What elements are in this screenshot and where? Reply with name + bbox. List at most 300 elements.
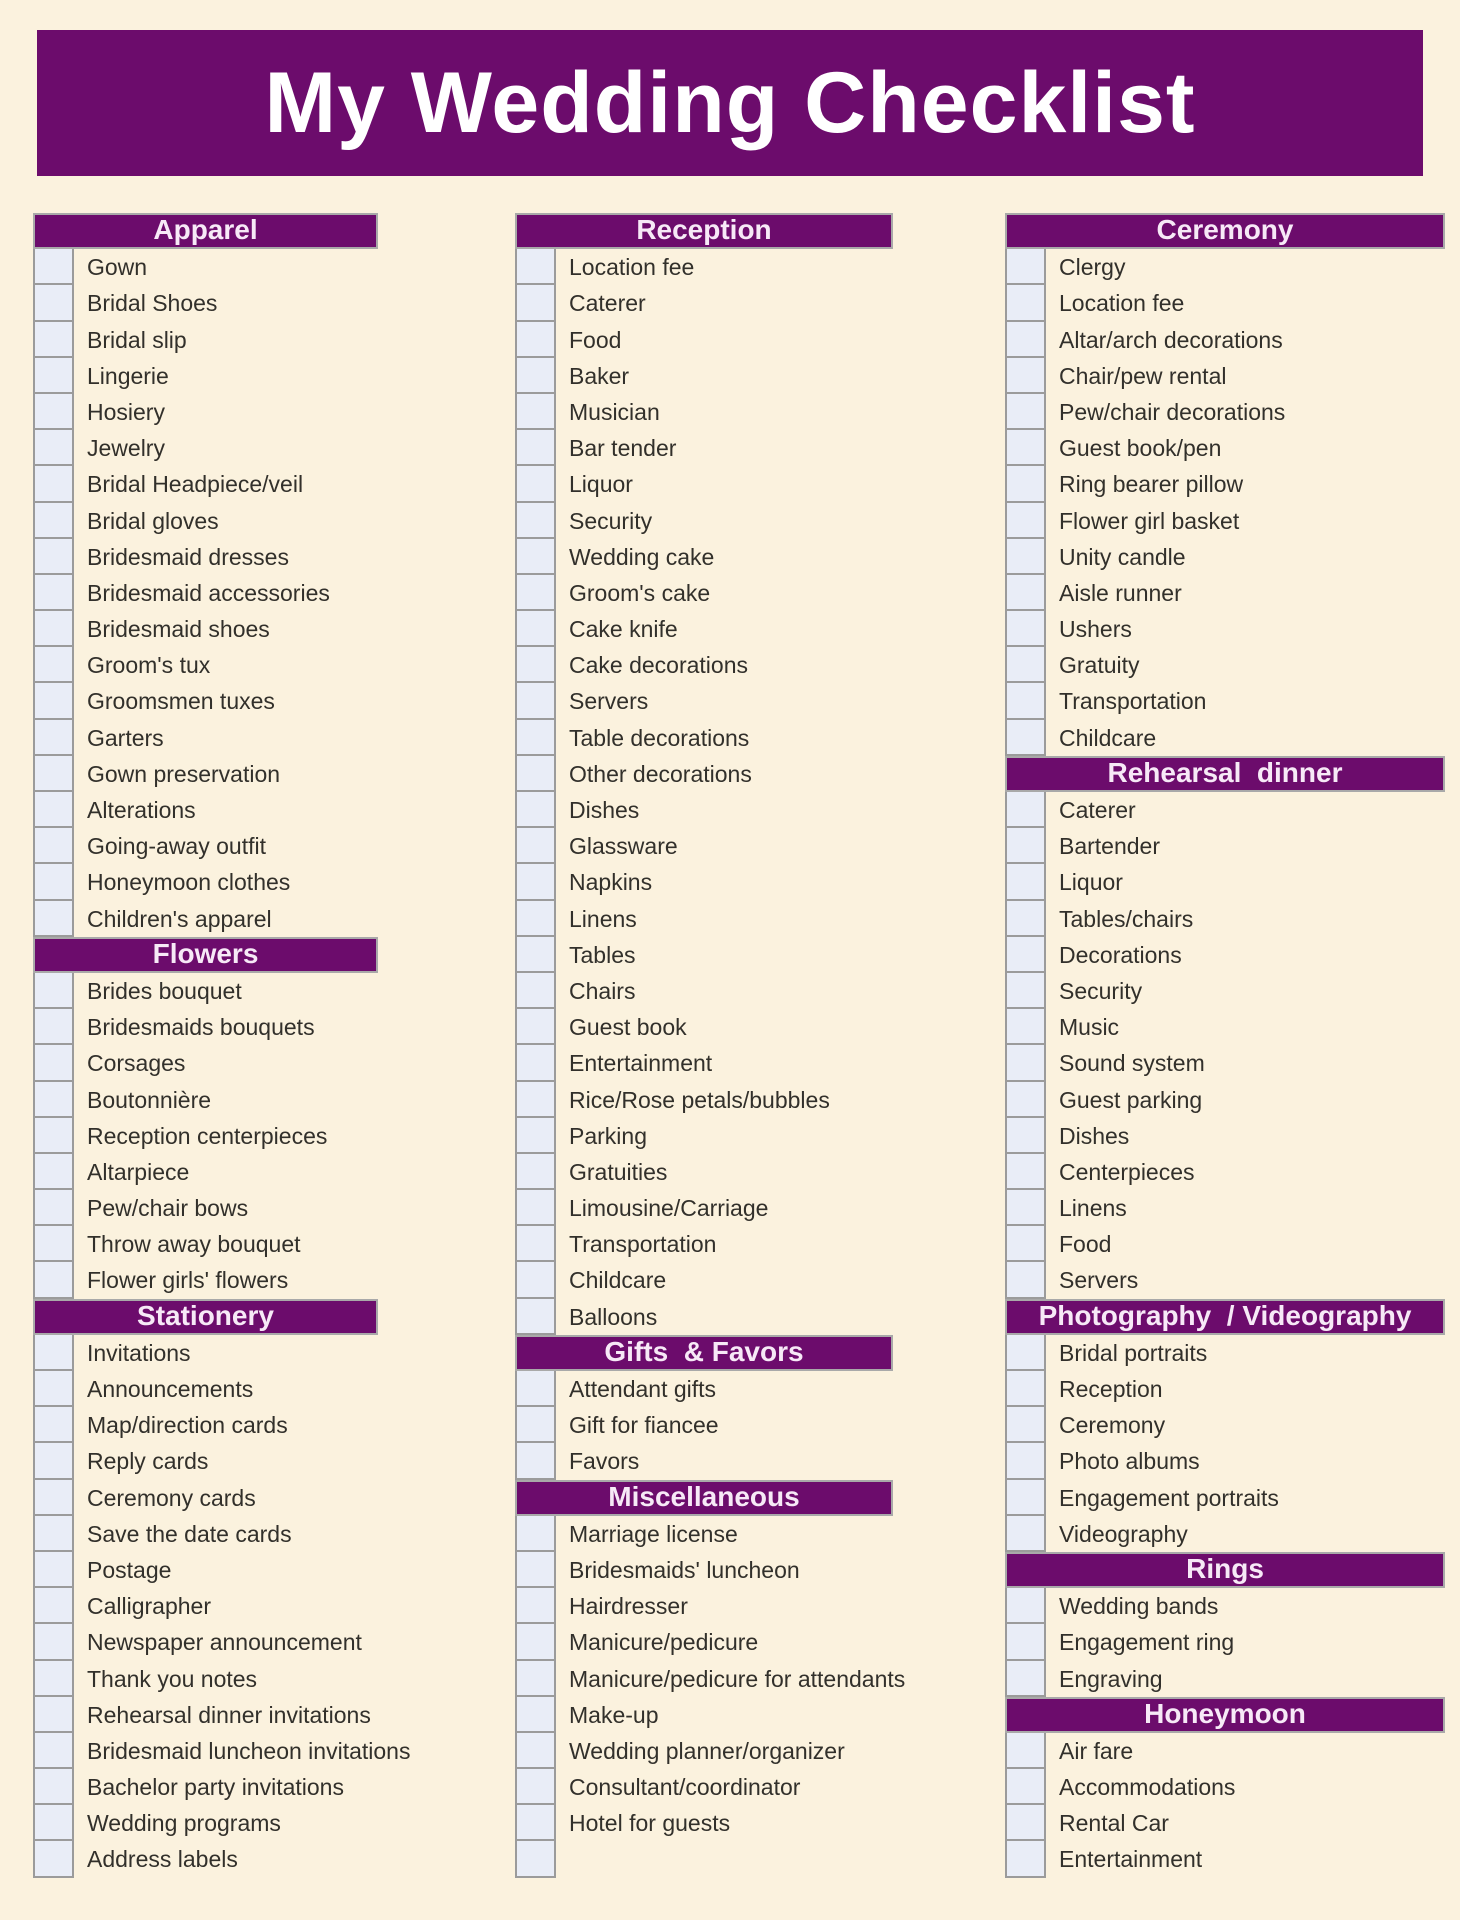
checklist-row [515, 864, 893, 900]
checkbox[interactable] [33, 1154, 74, 1190]
checkbox[interactable] [515, 864, 556, 900]
checkbox[interactable] [1005, 864, 1046, 900]
checklist-row [33, 1045, 378, 1081]
checkbox[interactable] [33, 756, 74, 792]
checkbox[interactable] [33, 1552, 74, 1588]
item-label: Gratuities [569, 1158, 668, 1185]
item-label: Hairdresser [569, 1593, 688, 1620]
checklist-section [33, 1299, 411, 1878]
item-label: Guest book [569, 1014, 687, 1041]
checkbox[interactable] [515, 901, 556, 937]
checkbox[interactable] [33, 539, 74, 575]
checklist-column-1 [33, 213, 411, 1878]
checkbox[interactable] [1005, 1624, 1046, 1660]
item-label: Announcements [87, 1376, 254, 1402]
checklist-row [515, 1154, 893, 1190]
checklist-row [33, 901, 378, 937]
checklist-row [515, 1588, 893, 1624]
checklist-row [1005, 683, 1445, 719]
checklist-row [1005, 864, 1445, 900]
item-label: Engagement ring [1059, 1629, 1235, 1656]
checklist-row [515, 1661, 906, 1697]
checklist-row [515, 1082, 893, 1118]
checklist-row [33, 322, 378, 358]
checkbox[interactable] [1005, 1407, 1046, 1443]
checkbox[interactable] [515, 1733, 556, 1769]
checklist-row [33, 575, 378, 611]
item-label: Bar tender [569, 435, 677, 462]
checkbox[interactable] [515, 539, 556, 575]
checklist-section [1005, 1552, 1445, 1697]
checklist-row [1005, 1154, 1445, 1190]
item-label: Servers [569, 688, 649, 715]
checkbox[interactable] [1005, 1588, 1046, 1624]
checklist-row [1005, 792, 1445, 828]
checkbox[interactable] [1005, 828, 1046, 864]
item-label: Baker [569, 362, 630, 389]
checkbox[interactable] [515, 611, 556, 647]
checkbox[interactable] [33, 828, 74, 864]
checkbox[interactable] [515, 792, 556, 828]
item-label: Rice/Rose petals/bubbles [569, 1086, 830, 1113]
checkbox[interactable] [1005, 1841, 1046, 1877]
checklist-row [33, 358, 378, 394]
checkbox[interactable] [515, 1082, 556, 1118]
checkbox[interactable] [33, 973, 74, 1009]
checkbox[interactable] [1005, 285, 1046, 321]
item-label: Manicure/pedicure [569, 1629, 759, 1656]
checklist-row [1005, 466, 1445, 502]
checkbox[interactable] [1005, 683, 1046, 719]
checklist-row [515, 720, 893, 756]
checklist-row [1005, 937, 1445, 973]
checkbox[interactable] [33, 575, 74, 611]
item-label: Alterations [87, 797, 196, 823]
item-label: Entertainment [1059, 1846, 1203, 1873]
checklist-row [515, 1009, 893, 1045]
checkbox[interactable] [33, 430, 74, 466]
checkbox[interactable] [515, 430, 556, 466]
item-label: Sound system [1059, 1050, 1205, 1077]
checklist-row [33, 683, 378, 719]
checkbox[interactable] [515, 1045, 556, 1081]
item-label: Linens [569, 905, 637, 932]
checklist-row [1005, 503, 1445, 539]
checkbox[interactable] [33, 1769, 74, 1805]
checkbox[interactable] [33, 394, 74, 430]
item-label: Bridesmaids bouquets [87, 1014, 315, 1041]
section-header [1005, 756, 1445, 792]
checkbox[interactable] [1005, 1335, 1046, 1371]
checklist-row [33, 539, 378, 575]
checklist-row [33, 1697, 378, 1733]
section-title: Ceremony [1156, 214, 1294, 246]
item-label: Altarpiece [87, 1158, 190, 1185]
checkbox[interactable] [1005, 1009, 1046, 1045]
item-label: Gratuity [1059, 652, 1140, 679]
checkbox[interactable] [33, 1407, 74, 1443]
checkbox[interactable] [1005, 1516, 1046, 1552]
item-label: Corsages [87, 1050, 186, 1077]
checklist-row [33, 1841, 378, 1877]
checkbox[interactable] [33, 1697, 74, 1733]
checkbox[interactable] [1005, 1082, 1046, 1118]
item-label: Bridesmaid luncheon invitations [87, 1737, 411, 1764]
checklist-section [1005, 213, 1445, 756]
checkbox[interactable] [33, 1805, 74, 1841]
checkbox[interactable] [33, 1082, 74, 1118]
checklist-row [1005, 322, 1445, 358]
checkbox[interactable] [515, 1769, 556, 1805]
checkbox[interactable] [1005, 430, 1046, 466]
checkbox[interactable] [515, 1661, 556, 1697]
checklist-row [1005, 539, 1445, 575]
checkbox[interactable] [33, 1118, 74, 1154]
checkbox[interactable] [515, 1624, 556, 1660]
checklist-row [1005, 430, 1445, 466]
checkbox[interactable] [33, 1443, 74, 1479]
checkbox[interactable] [33, 322, 74, 358]
checkbox[interactable] [515, 1118, 556, 1154]
checklist-row [1005, 1407, 1445, 1443]
checkbox[interactable] [1005, 901, 1046, 937]
checkbox[interactable] [1005, 1443, 1046, 1479]
checkbox[interactable] [1005, 647, 1046, 683]
checkbox[interactable] [33, 1661, 74, 1697]
section-title: Miscellaneous [608, 1480, 800, 1512]
item-label: Linens [1059, 1195, 1127, 1222]
checklist-row [1005, 1443, 1445, 1479]
section-header [33, 937, 378, 973]
checkbox[interactable] [33, 1733, 74, 1769]
checklist-row [515, 249, 893, 285]
checklist-row [515, 1516, 893, 1552]
checklist-section [515, 213, 893, 1335]
checkbox[interactable] [33, 683, 74, 719]
item-label: Chair/pew rental [1059, 362, 1227, 389]
checkbox[interactable] [33, 1045, 74, 1081]
checklist-row [1005, 1733, 1445, 1769]
item-label: Music [1059, 1014, 1120, 1041]
checkbox[interactable] [1005, 1190, 1046, 1226]
checklist-row [515, 828, 893, 864]
item-label: Ushers [1059, 616, 1132, 643]
checkbox[interactable] [1005, 1118, 1046, 1154]
checkbox[interactable] [515, 1371, 556, 1407]
checklist-row [1005, 1190, 1445, 1226]
item-label: Bridal Headpiece/veil [87, 471, 304, 498]
checklist-row [33, 1733, 411, 1769]
checkbox[interactable] [515, 1190, 556, 1226]
item-label: Pew/chair bows [87, 1195, 249, 1222]
checkbox[interactable] [1005, 1226, 1046, 1262]
checklist-row [33, 1009, 378, 1045]
item-label: Other decorations [569, 760, 752, 787]
checklist-row [33, 1443, 378, 1479]
checkbox[interactable] [1005, 1805, 1046, 1841]
item-label: Groom's tux [87, 652, 211, 679]
section-header [33, 1299, 378, 1335]
checkbox[interactable] [515, 937, 556, 973]
item-label: Dishes [569, 797, 640, 823]
checkbox[interactable] [515, 1154, 556, 1190]
item-label: Bridal slip [87, 326, 187, 353]
checklist-row [33, 1190, 378, 1226]
checklist-row [1005, 1045, 1445, 1081]
item-label: Lingerie [87, 362, 169, 389]
checklist-row [33, 1661, 378, 1697]
checkbox[interactable] [515, 394, 556, 430]
item-label: Videography [1059, 1520, 1188, 1547]
checklist-row [515, 1443, 893, 1479]
checkbox[interactable] [515, 249, 556, 285]
checkbox[interactable] [33, 647, 74, 683]
item-label: Limousine/Carriage [569, 1195, 769, 1222]
item-label: Consultant/coordinator [569, 1774, 801, 1801]
checklist-row [33, 1624, 378, 1660]
checkbox[interactable] [515, 1552, 556, 1588]
item-label: Food [569, 326, 622, 353]
checkbox[interactable] [515, 1407, 556, 1443]
checklist-row [33, 1371, 378, 1407]
checklist-row [515, 539, 893, 575]
checkbox[interactable] [1005, 539, 1046, 575]
checkbox[interactable] [515, 1588, 556, 1624]
item-label: Flower girl basket [1059, 507, 1240, 534]
checkbox[interactable] [515, 1841, 556, 1877]
checkbox[interactable] [1005, 1480, 1046, 1516]
item-label: Dishes [1059, 1122, 1130, 1149]
item-label: Napkins [569, 869, 653, 896]
checklist-section [33, 213, 378, 937]
checkbox[interactable] [515, 720, 556, 756]
item-label: Marriage license [569, 1520, 738, 1547]
checkbox[interactable] [33, 1624, 74, 1660]
checklist-row [1005, 611, 1445, 647]
checkbox[interactable] [515, 683, 556, 719]
item-label: Map/direction cards [87, 1412, 288, 1439]
item-label: Wedding planner/organizer [569, 1737, 845, 1764]
checklist-row [515, 575, 893, 611]
item-label: Reception [1059, 1376, 1163, 1402]
checkbox[interactable] [1005, 1769, 1046, 1805]
checklist-section [1005, 756, 1445, 1299]
checkbox[interactable] [33, 1371, 74, 1407]
checklist-row [515, 1552, 893, 1588]
checkbox[interactable] [1005, 322, 1046, 358]
checklist-row [1005, 828, 1445, 864]
checkbox[interactable] [515, 466, 556, 502]
checklist-row [33, 1480, 378, 1516]
checkbox[interactable] [33, 503, 74, 539]
item-label: Parking [569, 1122, 647, 1149]
checkbox[interactable] [33, 358, 74, 394]
checklist-row [515, 1262, 893, 1298]
checkbox[interactable] [33, 792, 74, 828]
item-label: Cake knife [569, 616, 678, 643]
checklist-row [515, 647, 893, 683]
item-label: Ceremony cards [87, 1484, 256, 1511]
item-label: Unity candle [1059, 543, 1186, 570]
item-label: Table decorations [569, 724, 750, 751]
checkbox[interactable] [1005, 720, 1046, 756]
checkbox[interactable] [515, 1516, 556, 1552]
checkbox[interactable] [515, 1805, 556, 1841]
checklist-row [1005, 1661, 1445, 1697]
checklist-row [515, 394, 893, 430]
item-label: Air fare [1059, 1737, 1134, 1764]
item-label: Going-away outfit [87, 833, 266, 860]
checkbox[interactable] [515, 285, 556, 321]
checkbox[interactable] [1005, 1262, 1046, 1298]
checkbox[interactable] [1005, 611, 1046, 647]
item-label: Calligrapher [87, 1593, 212, 1620]
checklist-row [1005, 1624, 1445, 1660]
checkbox[interactable] [1005, 466, 1046, 502]
checkbox[interactable] [515, 1262, 556, 1298]
checklist-row [1005, 1082, 1445, 1118]
checkbox[interactable] [1005, 1154, 1046, 1190]
checklist-row [33, 611, 378, 647]
item-label: Childcare [569, 1267, 667, 1294]
checkbox[interactable] [1005, 249, 1046, 285]
checkbox[interactable] [33, 1262, 74, 1298]
section-header [1005, 1697, 1445, 1733]
checkbox[interactable] [33, 249, 74, 285]
checkbox[interactable] [1005, 1371, 1046, 1407]
checkbox[interactable] [33, 720, 74, 756]
checklist-row [1005, 720, 1445, 756]
checkbox[interactable] [515, 1697, 556, 1733]
checkbox[interactable] [1005, 503, 1046, 539]
item-label: Boutonnière [87, 1086, 212, 1113]
checklist-row [33, 285, 378, 321]
item-label: Hosiery [87, 398, 165, 425]
section-header [1005, 213, 1445, 249]
checkbox[interactable] [33, 466, 74, 502]
item-label: Location fee [1059, 290, 1185, 317]
checkbox[interactable] [1005, 973, 1046, 1009]
item-label: Decorations [1059, 941, 1182, 968]
checkbox[interactable] [1005, 792, 1046, 828]
checkbox[interactable] [33, 285, 74, 321]
checkbox[interactable] [33, 1190, 74, 1226]
checklist-row [515, 1371, 893, 1407]
checkbox[interactable] [1005, 394, 1046, 430]
checkbox[interactable] [515, 575, 556, 611]
checkbox[interactable] [1005, 1045, 1046, 1081]
item-label: Servers [1059, 1267, 1139, 1294]
checkbox[interactable] [33, 1841, 74, 1877]
item-label: Musician [569, 398, 660, 425]
checkbox[interactable] [33, 1009, 74, 1045]
checkbox[interactable] [515, 1299, 556, 1335]
checklist-row [515, 1118, 893, 1154]
item-label: Food [1059, 1231, 1112, 1258]
checkbox[interactable] [33, 611, 74, 647]
checklist-row [1005, 1516, 1445, 1552]
item-label: Location fee [569, 254, 695, 281]
checklist-row [33, 1407, 378, 1443]
checklist-row [515, 937, 893, 973]
checkbox[interactable] [1005, 1733, 1046, 1769]
checklist-row [33, 756, 378, 792]
checkbox[interactable] [33, 1226, 74, 1262]
checkbox[interactable] [33, 1516, 74, 1552]
item-label: Bridesmaid dresses [87, 543, 289, 570]
item-label: Liquor [1059, 869, 1123, 896]
item-label: Honeymoon clothes [87, 869, 291, 896]
section-title: Honeymoon [1144, 1697, 1306, 1729]
item-label: Wedding programs [87, 1810, 281, 1837]
checkbox[interactable] [515, 1009, 556, 1045]
checkbox[interactable] [515, 322, 556, 358]
item-label: Bridal Shoes [87, 290, 218, 317]
checkbox[interactable] [515, 503, 556, 539]
item-label: Throw away bouquet [87, 1231, 301, 1258]
checklist-row [33, 1588, 378, 1624]
item-label: Entertainment [569, 1050, 713, 1077]
checkbox[interactable] [515, 756, 556, 792]
checkbox[interactable] [33, 864, 74, 900]
item-label: Chairs [569, 977, 636, 1004]
item-label: Guest parking [1059, 1086, 1203, 1113]
item-label: Gown preservation [87, 760, 281, 787]
checklist-row [515, 430, 893, 466]
checklist-row [515, 973, 893, 1009]
checkbox[interactable] [515, 1443, 556, 1479]
checkbox[interactable] [1005, 937, 1046, 973]
checkbox[interactable] [33, 1588, 74, 1624]
checkbox[interactable] [515, 1226, 556, 1262]
section-header [33, 213, 378, 249]
item-label: Cake decorations [569, 652, 748, 679]
checkbox[interactable] [33, 1335, 74, 1371]
checklist-row [515, 503, 893, 539]
checkbox[interactable] [1005, 358, 1046, 394]
checklist-row [515, 466, 893, 502]
checklist-section [1005, 1299, 1445, 1552]
checkbox[interactable] [33, 901, 74, 937]
item-label: Aisle runner [1059, 579, 1182, 606]
section-header [1005, 1299, 1445, 1335]
item-label: Save the date cards [87, 1520, 292, 1547]
section-header [515, 1335, 893, 1371]
item-label: Rental Car [1059, 1810, 1169, 1837]
checkbox[interactable] [33, 1480, 74, 1516]
checkbox[interactable] [515, 828, 556, 864]
checklist-section [515, 1335, 893, 1480]
checklist-row [33, 720, 378, 756]
checkbox[interactable] [1005, 575, 1046, 611]
checklist-row [1005, 1118, 1445, 1154]
item-label: Balloons [569, 1303, 658, 1330]
checkbox[interactable] [515, 973, 556, 1009]
checkbox[interactable] [515, 647, 556, 683]
checklist-row [1005, 647, 1445, 683]
item-label: Wedding cake [569, 543, 715, 570]
checkbox[interactable] [515, 358, 556, 394]
checklist-row [515, 1769, 893, 1805]
checklist-row [1005, 1588, 1445, 1624]
checklist-row [515, 683, 893, 719]
checklist-row [33, 249, 378, 285]
item-label: Manicure/pedicure for attendants [569, 1665, 906, 1692]
checklist-row [515, 611, 893, 647]
checklist-row [1005, 358, 1445, 394]
item-label: Groom's cake [569, 579, 711, 606]
checkbox[interactable] [1005, 1661, 1046, 1697]
